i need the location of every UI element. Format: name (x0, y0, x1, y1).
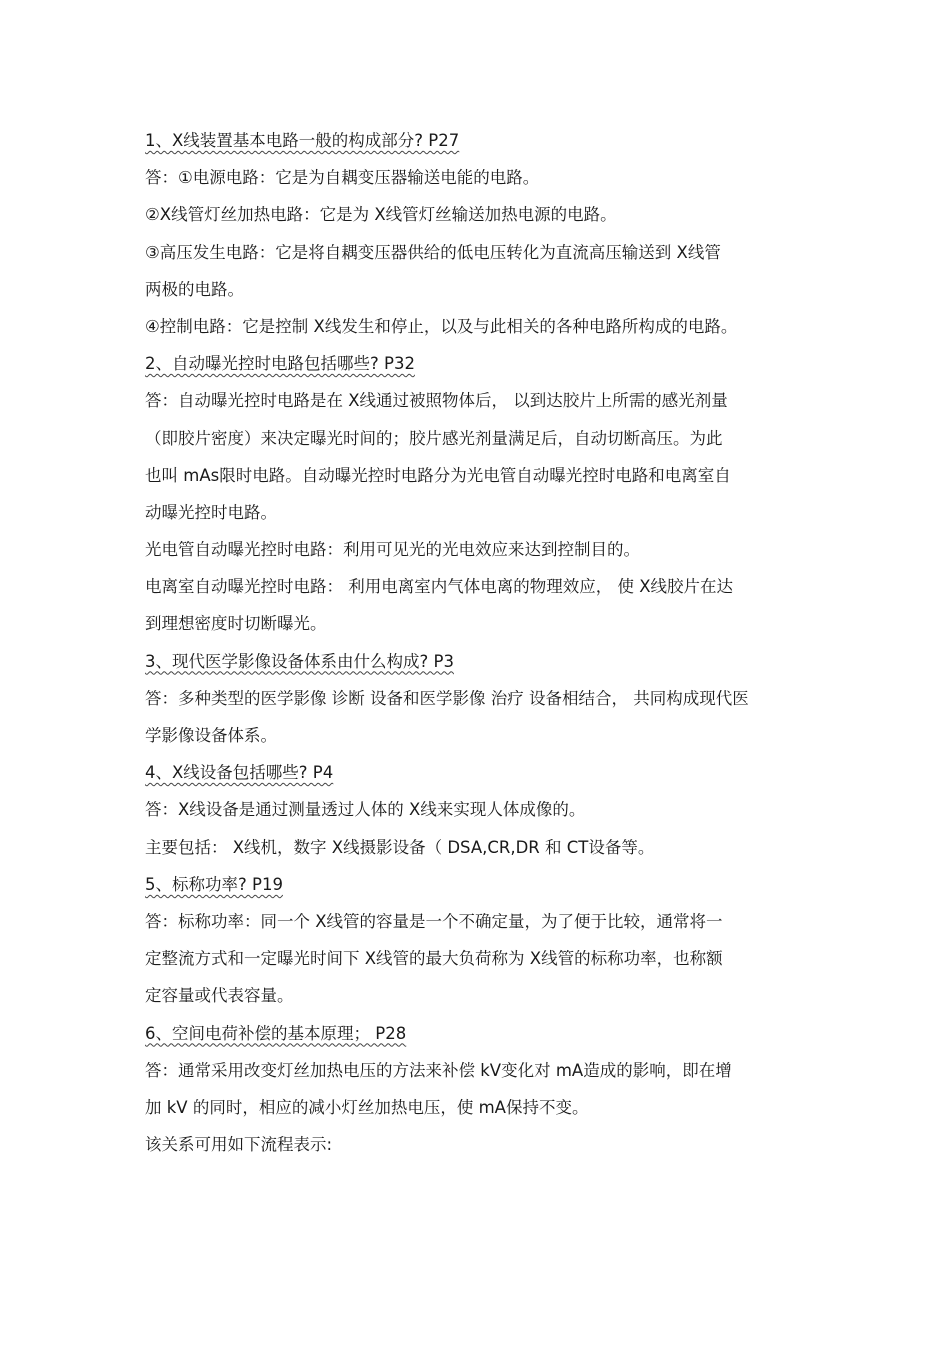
document-page (145, 122, 815, 1163)
question-3-heading: 3、现代医学影像设备体系由什么构成? P3 (145, 651, 454, 671)
answer-2-line-2: （即胶片密度）来决定曝光时间的；胶片感光剂量满足后，自动切断高压。为此 (145, 428, 723, 448)
question-4-heading: 4、X线设备包括哪些? P4 (145, 763, 334, 783)
answer-3-line-2: 学影像设备体系。 (145, 726, 277, 745)
answer-1-line-4: 两极的电路。 (145, 279, 244, 299)
answer-3-line-1: 答：多种类型的医学影像 诊断 设备和医学影像 治疗 设备相结合， 共同构成现代医 (145, 688, 749, 708)
answer-6-line-3: 该关系可用如下流程表示: (145, 1135, 333, 1155)
answer-2-line-3: 也叫 mAs限时电路。自动曝光控时电路分为光电管自动曝光控时电路和电离室自 (145, 465, 731, 485)
answer-1-line-3: ③高压发生电路：它是将自耦变压器供给的低电压转化为直流高压输送到 X线管 (145, 242, 721, 262)
answer-2-line-4: 动曝光控时电路。 (145, 502, 277, 522)
question-2-heading: 2、自动曝光控时电路包括哪些? P32 (145, 354, 415, 374)
question-6-heading: 6、空间电荷补偿的基本原理； P28 (145, 1023, 407, 1043)
answer-2-line-5: 光电管自动曝光控时电路：利用可见光的光电效应来达到控制目的。 (145, 540, 640, 560)
answer-6-line-1: 答：通常采用改变灯丝加热电压的方法来补偿 kV变化对 mA造成的影响，即在增 (145, 1060, 732, 1080)
question-1-heading: 1、X线装置基本电路一般的构成部分? P27 (145, 131, 460, 150)
answer-5-line-3: 定容量或代表容量。 (145, 986, 294, 1006)
answer-5-line-2: 定整流方式和一定曝光时间下 X线管的最大负荷称为 X线管的标称功率，也称额 (145, 949, 723, 969)
answer-1-line-1: 答：①电源电路：它是为自耦变压器输送电能的电路。 (145, 168, 540, 188)
answer-2-line-1: 答：自动曝光控时电路是在 X线通过被照物体后， 以到达胶片上所需的感光剂量 (145, 391, 728, 411)
answer-5-line-1: 答：标称功率：同一个 X线管的容量是一个不确定量，为了便于比较，通常将一 (145, 911, 723, 931)
answer-6-line-2: 加 kV 的同时，相应的减小灯丝加热电压，使 mA保持不变。 (145, 1097, 589, 1117)
question-5-heading: 5、标称功率? P19 (145, 874, 283, 894)
answer-2-line-6: 电离室自动曝光控时电路： 利用电离室内气体电离的物理效应， 使 X线胶片在达 (145, 577, 734, 597)
answer-4-line-1: 答：X线设备是通过测量透过人体的 X线来实现人体成像的。 (145, 800, 586, 820)
answer-2-line-7: 到理想密度时切断曝光。 (145, 614, 327, 634)
answer-1-line-2: ②X线管灯丝加热电路：它是为 X线管灯丝输送加热电源的电路。 (145, 205, 617, 225)
answer-1-line-5: ④控制电路：它是控制 X线发生和停止，以及与此相关的各种电路所构成的电路。 (145, 316, 738, 336)
answer-4-line-2: 主要包括： X线机，数字 X线摄影设备（ DSA,CR,DR 和 CT设备等。 (145, 837, 655, 857)
